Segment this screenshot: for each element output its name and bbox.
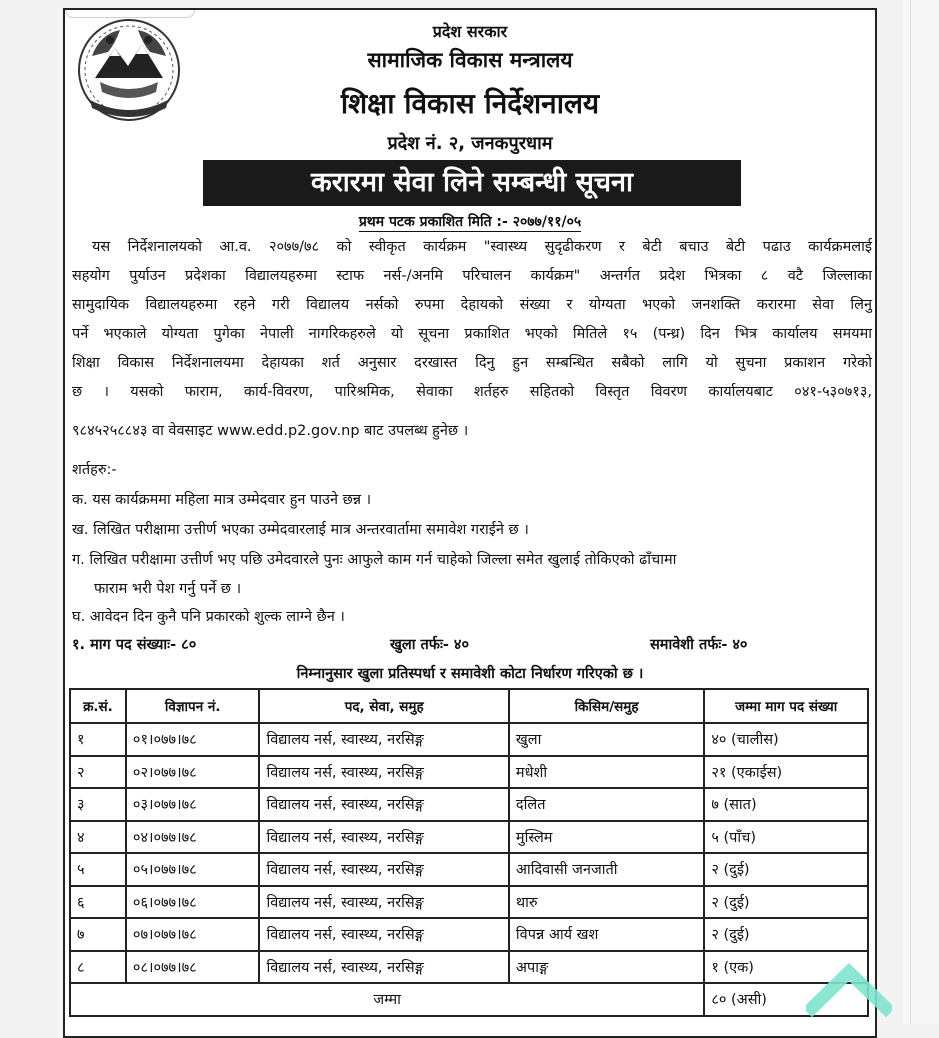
cell-post: विद्यालय नर्स, स्वास्थ्य, नरसिङ्ग	[259, 853, 508, 886]
cell-demand: २ (दुई)	[704, 886, 868, 919]
condition-item-continued: फाराम भरी पेश गर्नु पर्ने छ ।	[94, 581, 242, 597]
cell-post: विद्यालय नर्स, स्वास्थ्य, नरसिङ्ग	[259, 723, 508, 756]
cell-demand: २१ (एकाईस)	[704, 756, 868, 789]
table-row	[70, 788, 868, 821]
directorate-title: शिक्षा विकास निर्देशनालय	[340, 87, 600, 120]
scroll-to-top-icon[interactable]	[806, 958, 892, 1024]
cell-group: अपाङ्ग	[509, 951, 704, 984]
cell-serial: ८	[70, 951, 126, 984]
cell-serial: ३	[70, 788, 126, 821]
col-demand: जम्मा माग पद संख्या	[704, 689, 868, 723]
published-date-text: प्रथम पटक प्रकाशित मिति :- २०७७/११/०५	[358, 214, 582, 230]
total-label: जम्मा	[70, 983, 704, 1016]
cell-group: खुला	[509, 723, 704, 756]
cell-post: विद्यालय नर्स, स्वास्थ्य, नरसिङ्ग	[259, 821, 508, 854]
table-row	[70, 853, 868, 886]
cell-serial: ४	[70, 821, 126, 854]
allocation-note: निम्नानुसार खुला प्रतिस्पर्धा र समावेशी कोटा निर्धारण गरिएको छ ।	[296, 666, 644, 682]
demand-open: खुला तर्फः- ४०	[390, 637, 470, 653]
office-location: प्रदेश नं. २, जनकपुरधाम	[387, 133, 553, 154]
ministry-title: सामाजिक विकास मन्त्रालय	[367, 48, 573, 72]
table-row	[70, 723, 868, 756]
body-line: शिक्षा विकास निर्देशनालयमा देहायका शर्त अनुसार दरखास्त दिनु हुन सम्बन्धित सबैको लागि यो सुचना प्रकाशन गरेको	[72, 355, 872, 371]
notice-title-banner: करारमा सेवा लिने सम्बन्धी सूचना	[203, 160, 741, 206]
table-row	[70, 821, 868, 854]
body-line: सामुदायिक विद्यालयहरुमा रहने गरी विद्यालय नर्सको रुपमा देहायको संख्या र योग्यता भएको जनशक्ति करारमा सेवा लिनु	[72, 297, 872, 313]
conditions-heading: शर्तहरु:-	[72, 462, 117, 478]
cell-group: विपन्न आर्य खश	[509, 918, 704, 951]
table-row	[70, 951, 868, 984]
cell-serial: ६	[70, 886, 126, 919]
cell-serial: ५	[70, 853, 126, 886]
cell-serial: १	[70, 723, 126, 756]
cell-advert-no: ०६।०७७।७८	[126, 886, 260, 919]
government-label: प्रदेश सरकार	[432, 22, 508, 41]
cell-demand: ४० (चालीस)	[704, 723, 868, 756]
condition-item: ग. लिखित परीक्षामा उत्तीर्ण भए पछि उमेदवारले पुनः आफुले काम गर्न चाहेको जिल्ला समेत खुलाई तोकिएको ढाँचामा	[72, 552, 677, 568]
cell-advert-no: ०८।०७७।७८	[126, 951, 260, 984]
table-header-row	[70, 689, 868, 723]
cell-post: विद्यालय नर्स, स्वास्थ्य, नरसिङ्ग	[259, 886, 508, 919]
demand-inclusive: समावेशी तर्फः- ४०	[650, 637, 748, 653]
cell-advert-no: ०२।०७७।७८	[126, 756, 260, 789]
table-total-row	[70, 983, 868, 1016]
total-value: ८० (असी)	[704, 983, 868, 1016]
body-line: पर्ने भएकाले योग्यता पुगेका नेपाली नागरिकहरुले यो सूचना प्रकाशित भएको मितिले १५ (पन्ध्र) दिन भित्र कार्यालय समयमा	[72, 326, 872, 342]
cell-advert-no: ०५।०७७।७८	[126, 853, 260, 886]
cell-advert-no: ०३।०७७।७८	[126, 788, 260, 821]
cell-post: विद्यालय नर्स, स्वास्थ्य, नरसिङ्ग	[259, 756, 508, 789]
cell-serial: २	[70, 756, 126, 789]
col-group: किसिम/समुह	[509, 689, 704, 723]
condition-item: क. यस कार्यक्रममा महिला मात्र उम्मेदवार हुन पाउने छन्न ।	[72, 492, 372, 508]
cell-demand: ७ (सात)	[704, 788, 868, 821]
condition-item: ख. लिखित परीक्षामा उत्तीर्ण भएका उम्मेदवारलाई मात्र अन्तरवार्तामा समावेश गराईने छ ।	[72, 522, 529, 538]
cell-group: थारु	[509, 886, 704, 919]
cell-post: विद्यालय नर्स, स्वास्थ्य, नरसिङ्ग	[259, 788, 508, 821]
body-line: ९८४५२५८८४३ वा वेवसाइट www.edd.p2.gov.np बाट उपलब्ध हुनेछ ।	[72, 423, 469, 439]
cell-group: मुस्लिम	[509, 821, 704, 854]
cell-demand: १ (एक)	[704, 951, 868, 984]
cell-group: आदिवासी जनजाती	[509, 853, 704, 886]
cell-demand: ५ (पाँच)	[704, 821, 868, 854]
cell-group: मधेशी	[509, 756, 704, 789]
cell-serial: ७	[70, 918, 126, 951]
col-advert-no: विज्ञापन नं.	[126, 689, 260, 723]
viewer-divider	[910, 0, 911, 1024]
body-line: यस निर्देशनालयको आ.व. २०७७/७८ को स्वीकृत कार्यक्रम "स्वास्थ्य सुदृढीकरण र बेटी बचाउ बेटी पढाउ कार्यक्रमलाई	[92, 239, 872, 255]
condition-item: घ. आवेदन दिन कुनै पनि प्रकारको शुल्क लाग्ने छैन ।	[72, 609, 345, 625]
body-line: छ । यसको फाराम, कार्य-विवरण, पारिश्रमिक, सेवाका शर्तहरु सहितको विस्तृत विवरण कार्यालयबाट ०४१-५३०७१३,	[72, 384, 872, 400]
cell-advert-no: ०१।०७७।७८	[126, 723, 260, 756]
cell-group: दलित	[509, 788, 704, 821]
cell-advert-no: ०७।०७७।७८	[126, 918, 260, 951]
cell-advert-no: ०४।०७७।७८	[126, 821, 260, 854]
cell-demand: २ (दुई)	[704, 918, 868, 951]
demand-total: १. माग पद संख्याः- ८०	[72, 637, 197, 653]
cell-post: विद्यालय नर्स, स्वास्थ्य, नरसिङ्ग	[259, 951, 508, 984]
quota-table	[69, 688, 869, 1017]
table-row	[70, 756, 868, 789]
table-row	[70, 886, 868, 919]
body-line: सहयोग पुर्याउन प्रदेशका विद्यालयहरुमा स्टाफ नर्स-/अनमि परिचालन कार्यक्रम" अन्तर्गत प्रदेश भित्रका ८ वटै जिल्लाका	[72, 268, 872, 284]
viewer-margin	[903, 0, 939, 1024]
cell-post: विद्यालय नर्स, स्वास्थ्य, नरसिङ्ग	[259, 918, 508, 951]
col-serial: क्र.सं.	[70, 689, 126, 723]
cell-demand: २ (दुई)	[704, 853, 868, 886]
col-post: पद, सेवा, समुह	[259, 689, 508, 723]
table-row	[70, 918, 868, 951]
published-date	[63, 212, 877, 231]
